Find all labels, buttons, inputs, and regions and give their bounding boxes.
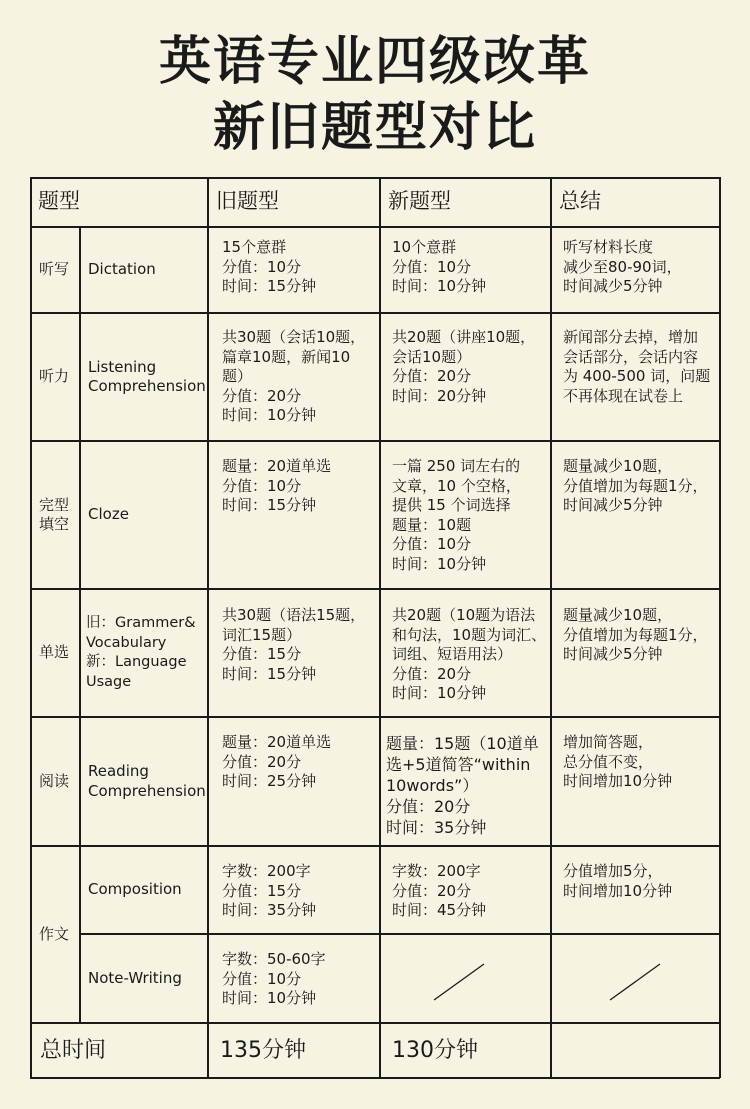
- header-type: 题型: [38, 189, 80, 214]
- old-detail: 共30题（会话10题， 篇章10题，新闻10题） 分值：20分 时间：10分钟: [222, 328, 366, 424]
- new-detail: 字数：200字 分值：20分 时间：45分钟: [392, 862, 487, 919]
- summary-detail: 听写材料长度 减少至80-90词， 时间减少5分钟: [563, 238, 682, 295]
- header-old: 旧题型: [216, 189, 279, 214]
- item-name: Note-Writing: [88, 968, 182, 987]
- empty-slash: [430, 960, 490, 1004]
- category-dictation: 听写: [39, 260, 70, 279]
- item-name: Cloze: [88, 505, 129, 524]
- category-cloze: 完型 填空: [39, 495, 70, 533]
- summary-detail: 题量减少10题， 分值增加为每题1分， 时间减少5分钟: [563, 457, 708, 514]
- page-title-line1: 英语专业四级改革: [158, 32, 591, 92]
- new-detail: 题量：15题（10道单 选+5道简答“within 10words”） 分值：20分 时间：35分钟: [386, 734, 539, 837]
- item-name: Listening Comprehension: [88, 357, 206, 395]
- old-detail: 共30题（语法15题， 词汇15题） 分值：15分 时间：15分钟: [222, 606, 366, 683]
- category-reading: 阅读: [39, 771, 70, 790]
- footer-summary: [551, 1023, 720, 1078]
- old-detail: 题量：20道单选 分值：20分 时间：25分钟: [222, 733, 332, 790]
- footer-total-label: 总时间: [40, 1037, 107, 1063]
- footer-old-total: 135分钟: [220, 1037, 306, 1063]
- category-listening: 听力: [39, 367, 70, 386]
- item-name: 旧：Grammer& Vocabulary 新：Language Usage: [86, 615, 196, 690]
- category-writing: 作文: [39, 924, 70, 943]
- summary-detail: 增加简答题， 总分值不变， 时间增加10分钟: [563, 733, 673, 790]
- header-summary: 总结: [559, 189, 601, 214]
- old-detail: 字数：200字 分值：15分 时间：35分钟: [222, 862, 317, 919]
- new-detail: 共20题（10题为语法 和句法，10题为词汇、 词组、短语用法） 分值：20分 时间：10分钟: [392, 606, 547, 702]
- category-single-choice: 单选: [39, 643, 70, 662]
- new-detail: 一篇 250 词左右的 文章，10 个空格， 提供 15 个词选择 题量：10题 分值：10分 时间：10分钟: [392, 457, 521, 573]
- page-title-line2: 新旧题型对比: [212, 98, 537, 158]
- summary-detail: 题量减少10题， 分值增加为每题1分， 时间减少5分钟: [563, 606, 708, 663]
- header-new: 新题型: [388, 189, 451, 214]
- new-detail: 共20题（讲座10题， 会话10题） 分值：20分 时间：20分钟: [392, 328, 536, 405]
- old-detail: 字数：50-60字 分值：10分 时间：10分钟: [222, 950, 326, 1007]
- footer-new-total: 130分钟: [392, 1037, 478, 1063]
- item-name: Composition: [88, 880, 182, 899]
- old-detail: 15个意群 分值：10分 时间：15分钟: [222, 238, 317, 295]
- empty-slash: [606, 960, 666, 1004]
- item-name: Reading Comprehension: [88, 762, 206, 800]
- new-detail: 10个意群 分值：10分 时间：10分钟: [392, 238, 487, 295]
- old-detail: 题量：20道单选 分值：10分 时间：15分钟: [222, 457, 332, 514]
- item-name: Dictation: [88, 260, 156, 279]
- summary-detail: 新闻部分去掉，增加 会话部分，会话内容 为 400-500 词，问题 不再体现在试卷上: [563, 328, 711, 405]
- summary-detail: 分值增加5分， 时间增加10分钟: [563, 862, 673, 900]
